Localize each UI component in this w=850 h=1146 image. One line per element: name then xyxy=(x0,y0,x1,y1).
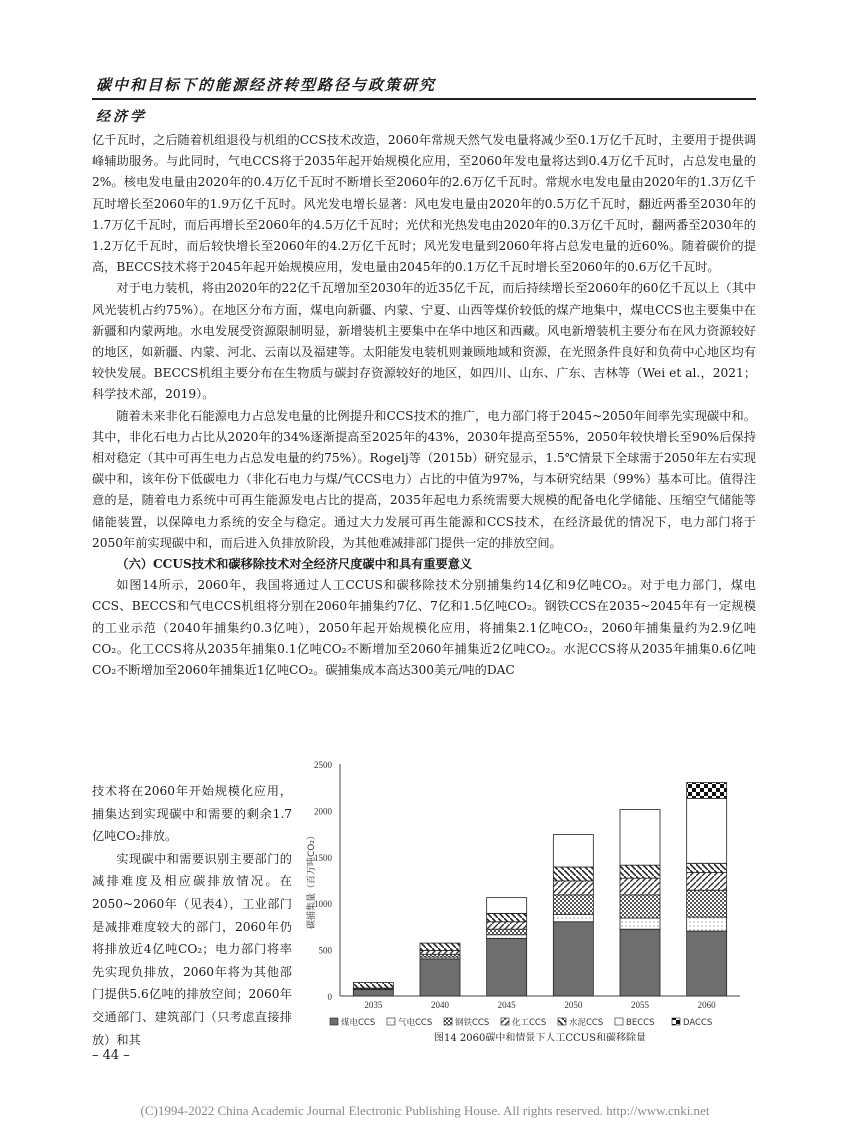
bar-segment-化工CCS xyxy=(620,878,660,895)
bar-segment-水泥CCS xyxy=(620,865,660,878)
bar-segment-气电CCS xyxy=(487,935,527,939)
chart-svg xyxy=(300,756,756,1041)
bar-segment-钢铁CCS xyxy=(553,895,593,914)
legend-swatch-化工CCS xyxy=(501,1018,509,1025)
section-heading: （六）CCUS技术和碳移除技术对全经济尺度碳中和具有重要意义 xyxy=(116,557,473,572)
legend-swatch-气电CCS xyxy=(387,1018,395,1025)
page-number: – 44 – xyxy=(92,1048,130,1063)
legend-swatch-煤电CCS xyxy=(330,1018,338,1025)
bar-segment-水泥CCS xyxy=(420,943,460,950)
bar-segment-BECCS xyxy=(620,809,660,865)
bar-segment-钢铁CCS xyxy=(487,929,527,935)
bar-segment-水泥CCS xyxy=(487,913,527,921)
bar-segment-煤电CCS xyxy=(487,938,527,996)
y-tick-label: 0 xyxy=(327,992,332,1002)
legend-label: 水泥CCS xyxy=(569,1018,604,1028)
x-tick-label: 2060 xyxy=(697,1000,716,1010)
bar-segment-钢铁CCS xyxy=(687,890,727,917)
bar-segment-BECCS xyxy=(687,798,727,863)
figure-caption: 图14 2060碳中和情景下人工CCUS和碳移除量 xyxy=(434,1033,646,1041)
bar-segment-水泥CCS xyxy=(687,863,727,872)
legend-swatch-DACCS xyxy=(672,1018,680,1025)
bar-segment-钢铁CCS xyxy=(420,954,460,957)
y-axis-label: 碳捕集量（百万吨CO₂） xyxy=(307,831,317,929)
running-header-section: 经济学 xyxy=(96,109,147,125)
figure-14-chart xyxy=(300,756,756,1041)
bar-segment-煤电CCS xyxy=(553,922,593,996)
legend-label: 钢铁CCS xyxy=(455,1018,490,1028)
legend-swatch-钢铁CCS xyxy=(444,1018,452,1025)
bar-segment-煤电CCS xyxy=(687,931,727,996)
x-tick-label: 2055 xyxy=(631,1000,649,1010)
bar-segment-化工CCS xyxy=(687,873,727,891)
bar-segment-水泥CCS xyxy=(553,867,593,881)
main-text xyxy=(92,130,756,681)
copyright-footer: (C)1994-2022 China Academic Journal Electronic Publishing House. All rights reserved. http://www.cnki.net xyxy=(140,1103,710,1118)
legend-swatch-水泥CCS xyxy=(558,1018,566,1025)
paragraph: 对于电力装机，将由2020年的22亿千瓦增加至2030年的近35亿千瓦，而后持续增长至2060年的60亿千瓦以上（其中风光装机占约75%）。在地区分布方面，煤电向新疆、内蒙、宁夏、山西等煤价较低的煤产地集中，煤电CCS也主要集中在新疆和内蒙两地。水电发展受资源限制明显，新增装机主要集中在华中地区和西藏。风电新增装机主要分布在风力资源较好的地区，如新疆、内蒙、河北、云南以及福建等。太阳能发电装机则兼顾地域和资源，在光照条件良好和负荷中心地区均有较快发展。BECCS机组主要分布在生物质与碳封存资源较好的地区，如四川、山东、广东、吉林等（Wei et al.，2021；科学技术部，2019）。 xyxy=(92,281,756,402)
bar-segment-气电CCS xyxy=(687,917,727,931)
wrapped-text-column xyxy=(92,780,292,1051)
legend-label: 煤电CCS xyxy=(341,1018,376,1028)
y-tick-label: 1500 xyxy=(314,852,332,863)
y-tick-label: 2500 xyxy=(314,760,332,770)
bar-segment-化工CCS xyxy=(420,951,460,955)
paragraph: 如图14所示，2060年，我国将通过人工CCUS和碳移除技术分别捕集约14亿和9亿吨CO₂。对于电力部门，煤电CCS、BECCS和气电CCS机组将分别在2060年捕集约7亿、7亿和1.5亿吨CO₂。钢铁CCS在2035~2045年有一定规模的工业示范（2040年捕集约0.3亿吨），2050年起开始规模化应用，将捕集2.1亿吨CO₂，2060年捕集量约为2.9亿吨CO₂。化工CCS将从2035年捕集0.1亿吨CO₂不断增加至2060年捕集近2亿吨CO₂。水泥CCS将从2035年捕集0.6亿吨CO₂不断增加至2060年捕集近1亿吨CO₂。碳捕集成本高达300美元/吨的DAC xyxy=(92,578,756,678)
bar-segment-BECCS xyxy=(553,835,593,867)
paragraph: 亿千瓦时，之后随着机组退役与机组的CCS技术改造，2060年常规天然气发电量将减少至0.1万亿千瓦时，主要用于提供调峰辅助服务。与此同时，气电CCS将于2035年起开始规模化应用，至2060年发电量将达到0.4万亿千瓦时，占总发电量的2%。核电发电量由2020年的0.4万亿千瓦时不断增长至2060年的2.6万亿千瓦时。常规水电发电量由2020年的1.3万亿千瓦时增长至2060年的1.9万亿千瓦时。风光发电增长显著：风电发电量由2020年的0.5万亿千瓦时，翻近两番至2030年的1.7万亿千瓦时，而后再增长至2060年的4.5万亿千瓦时；光伏和光热发电由2020年的0.3万亿千瓦时，翻两番至2030年的1.2万亿千瓦时，而后较快增长至2060年的4.2万亿千瓦时；风光发电量到2060年将占总发电量的近60%。随着碳价的提高，BECCS技术将于2045年起开始规模应用，发电量由2045年的0.1万亿千瓦时增长至2060年的0.6万亿千瓦时。 xyxy=(92,133,756,275)
bar-segment-煤电CCS xyxy=(353,990,393,996)
bar-segment-气电CCS xyxy=(620,918,660,929)
bar-segment-化工CCS xyxy=(553,881,593,895)
header-rule xyxy=(92,98,756,100)
y-tick-label: 1000 xyxy=(314,899,332,910)
legend-label: BECCS xyxy=(626,1018,655,1028)
running-header-title: 碳中和目标下的能源经济转型路径与政策研究 xyxy=(96,76,437,94)
bar-segment-DACCS xyxy=(687,783,727,799)
paragraph: 实现碳中和需要识别主要部门的减排难度及相应碳排放情况。在2050~2060年（见表4），工业部门是减排难度较大的部门，2060年仍将排放近4亿吨CO₂；电力部门将率先实现负排放，2060年将为其他部门提供5.6亿吨的排放空间；2060年交通部门、建筑部门（只考虑直接排放）和其 xyxy=(92,851,292,1047)
bar-segment-钢铁CCS xyxy=(620,895,660,918)
legend-label: 气电CCS xyxy=(398,1018,433,1028)
y-tick-label: 2000 xyxy=(314,806,332,817)
x-tick-label: 2050 xyxy=(564,1000,583,1010)
bar-segment-化工CCS xyxy=(487,922,527,929)
bar-segment-水泥CCS xyxy=(353,983,393,989)
y-tick-label: 500 xyxy=(318,945,332,956)
legend-label: 化工CCS xyxy=(512,1018,547,1028)
bar-segment-BECCS xyxy=(487,898,527,914)
paragraph: 技术将在2060年开始规模化应用，捕集达到实现碳中和需要的剩余1.7亿吨CO₂排放。 xyxy=(92,784,292,844)
bar-segment-煤电CCS xyxy=(420,959,460,996)
x-tick-label: 2045 xyxy=(497,1000,516,1010)
x-tick-label: 2040 xyxy=(431,1000,449,1010)
paragraph: 随着未来非化石能源电力占总发电量的比例提升和CCS技术的推广，电力部门将于2045~2050年间率先实现碳中和。其中，非化石电力占比从2020年的34%逐渐提高至2025年的43%，2030年提高至55%，2050年较快增长至90%后保持相对稳定（其中可再生电力占总发电量的约75%）。Rogelj等（2015b）研究显示，1.5℃情景下全球需于2050年左右实现碳中和，该年份下低碳电力（非化石电力与煤/气CCS电力）占比的中值为97%，与本研究结果（99%）基本可比。值得注意的是，随着电力系统中可再生能源发电占比的提高，2035年起电力系统需要大规模的配备电化学储能、压缩空气储能等储能装置，以保障电力系统的安全与稳定。通过大力发展可再生能源和CCS技术，在经济最优的情况下，电力部门将于2050年前实现碳中和，而后进入负排放阶段，为其他难减排部门提供一定的排放空间。 xyxy=(92,408,756,550)
x-tick-label: 2035 xyxy=(364,1000,383,1010)
legend-label: DACCS xyxy=(683,1018,713,1028)
legend-swatch-BECCS xyxy=(615,1018,623,1025)
bar-segment-气电CCS xyxy=(553,914,593,921)
bar-segment-煤电CCS xyxy=(620,929,660,996)
